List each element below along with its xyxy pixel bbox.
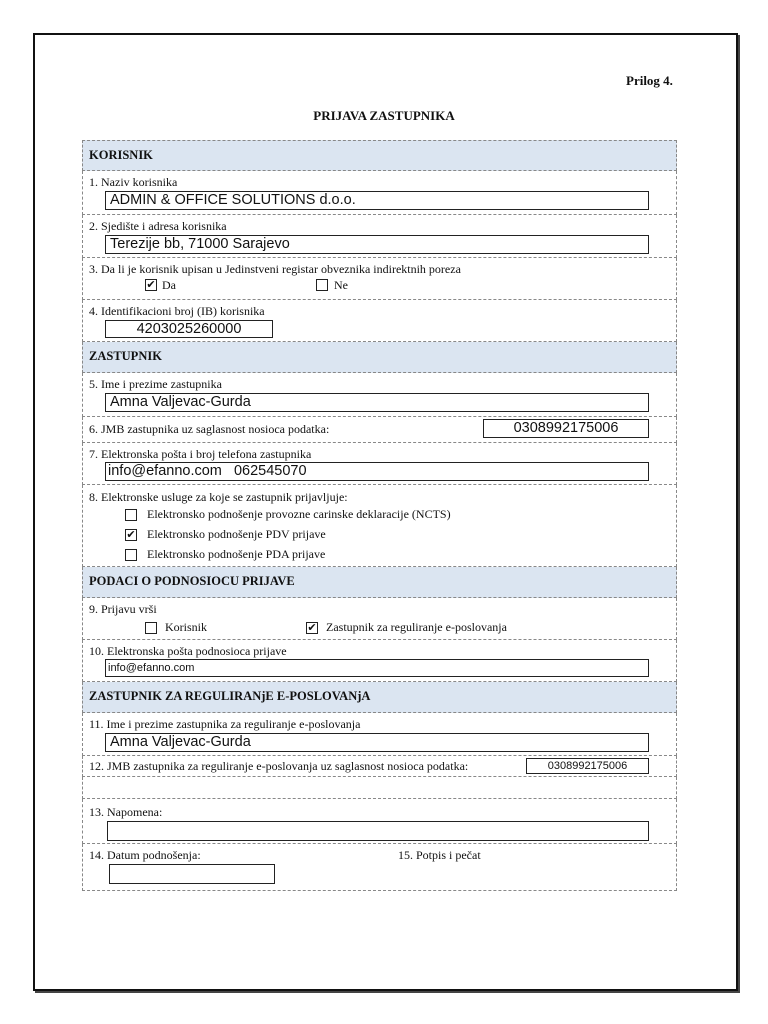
- option-korisnik-label: Korisnik: [165, 620, 207, 634]
- field-row-podnosilac-email: [82, 640, 677, 682]
- podnosilac-email-label: 10. Elektronska pošta podnosioca prijave: [89, 644, 287, 658]
- attachment-number: Prilog 4.: [626, 73, 673, 88]
- checkbox-korisnik[interactable]: [145, 622, 157, 634]
- regulator-ime-input[interactable]: Amna Valjevac-Gurda: [105, 733, 649, 752]
- section-header-podnosilac: PODACI O PODNOSIOCU PRIJAVE: [82, 567, 677, 598]
- field-row-prijavu-vrsi: [82, 598, 677, 640]
- section-header-zastupnik: ZASTUPNIK: [82, 342, 677, 373]
- ib-label: 4. Identifikacioni broj (IB) korisnika: [89, 304, 265, 318]
- zastupnik-jmb-input[interactable]: 0308992175006: [483, 419, 649, 438]
- form-title: PRIJAVA ZASTUPNIKA: [313, 108, 455, 123]
- podnosilac-email-input[interactable]: info@efanno.com: [105, 659, 649, 677]
- naziv-label: 1. Naziv korisnika: [89, 175, 178, 189]
- zastupnik-jmb-label: 6. JMB zastupnika uz saglasnost nosioca podatka:: [89, 422, 330, 436]
- field-row-sjediste: [82, 215, 677, 258]
- potpis-label: 15. Potpis i pečat: [398, 848, 481, 862]
- field-row-registar: [82, 258, 677, 300]
- sjediste-input[interactable]: Terezije bb, 71000 Sarajevo: [105, 235, 649, 254]
- registration-form: [82, 140, 677, 891]
- registar-label: 3. Da li je korisnik upisan u Jedinstveni registar obveznika indirektnih poreza: [89, 262, 461, 276]
- checkbox-zastupnik-reguliranje[interactable]: ✔: [307, 621, 317, 634]
- field-row-napomena: [82, 799, 677, 844]
- usluga-ncts-label: Elektronsko podnošenje provozne carinske deklaracije (NCTS): [147, 507, 451, 521]
- field-row-regulator-jmb: [82, 756, 677, 777]
- usluga-pdv-label: Elektronsko podnošenje PDV prijave: [147, 527, 326, 541]
- field-row-datum-potpis: [82, 844, 677, 891]
- section-header-korisnik: KORISNIK: [82, 140, 677, 171]
- prijavu-vrsi-label: 9. Prijavu vrši: [89, 602, 157, 616]
- checkbox-pdv[interactable]: ✔: [126, 528, 136, 541]
- checkbox-ne[interactable]: [316, 279, 328, 291]
- regulator-jmb-input[interactable]: 0308992175006: [526, 758, 649, 774]
- napomena-input[interactable]: [107, 821, 649, 841]
- field-row-zastupnik-kontakt: [82, 443, 677, 485]
- zastupnik-ime-input[interactable]: Amna Valjevac-Gurda: [105, 393, 649, 412]
- datum-label: 14. Datum podnošenja:: [89, 848, 201, 862]
- regulator-ime-label: 11. Ime i prezime zastupnika za reguliranje e-poslovanja: [89, 717, 361, 731]
- section-header-regulator: ZASTUPNIK ZA REGULIRANjE E-POSLOVANjA: [82, 682, 677, 713]
- option-ne-label: Ne: [334, 278, 348, 292]
- zastupnik-kontakt-input[interactable]: info@efanno.com 062545070: [105, 462, 649, 481]
- napomena-label: 13. Napomena:: [89, 805, 163, 819]
- naziv-input[interactable]: ADMIN & OFFICE SOLUTIONS d.o.o.: [105, 191, 649, 210]
- regulator-jmb-label: 12. JMB zastupnika za reguliranje e-poslovanja uz saglasnost nosioca podatka:: [89, 759, 469, 773]
- usluge-label: 8. Elektronske usluge za koje se zastupnik prijavljuje:: [89, 490, 348, 504]
- field-row-ib: [82, 300, 677, 342]
- field-row-zastupnik-jmb: [82, 417, 677, 443]
- field-row-regulator-ime: [82, 713, 677, 756]
- field-row-zastupnik-ime: [82, 373, 677, 417]
- datum-input[interactable]: [109, 864, 275, 884]
- empty-row: [82, 777, 677, 799]
- checkbox-da[interactable]: ✔: [146, 278, 156, 291]
- zastupnik-ime-label: 5. Ime i prezime zastupnika: [89, 377, 222, 391]
- ib-input[interactable]: 4203025260000: [105, 320, 273, 338]
- field-row-usluge: [82, 485, 677, 567]
- field-row-naziv: [82, 171, 677, 215]
- usluga-pda-label: Elektronsko podnošenje PDA prijave: [147, 547, 326, 561]
- option-zastupnik-label: Zastupnik za reguliranje e-poslovanja: [326, 620, 507, 634]
- option-da-label: Da: [162, 278, 176, 292]
- checkbox-ncts[interactable]: [125, 509, 137, 521]
- checkbox-pda[interactable]: [125, 549, 137, 561]
- zastupnik-kontakt-label: 7. Elektronska pošta i broj telefona zastupnika: [89, 447, 312, 461]
- sjediste-label: 2. Sjedište i adresa korisnika: [89, 219, 227, 233]
